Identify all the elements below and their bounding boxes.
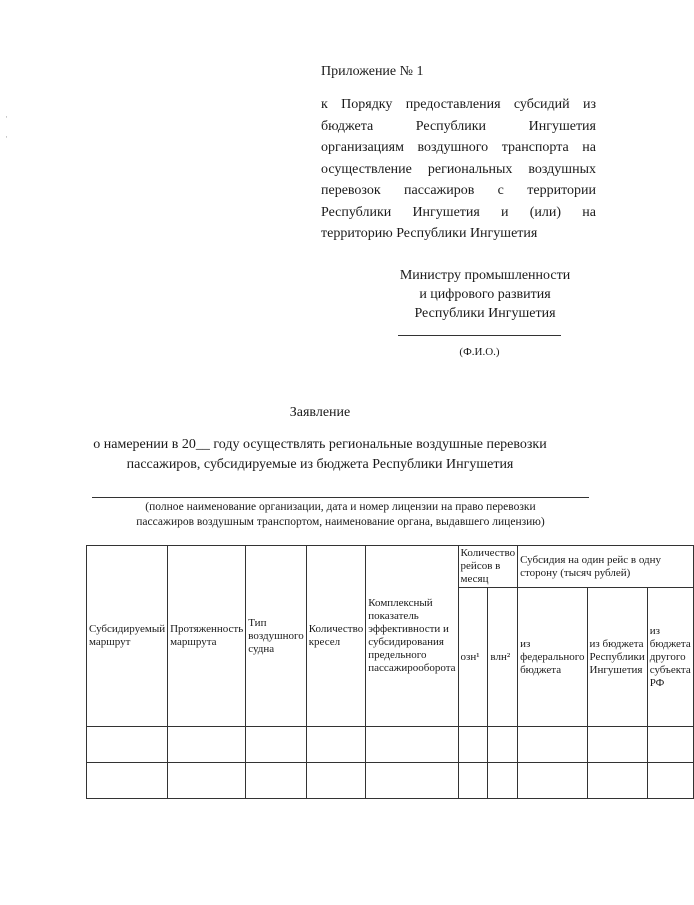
table-cell[interactable] <box>246 763 306 799</box>
appendix-text <box>321 94 596 245</box>
header-route: Субсидируемый маршрут <box>87 546 168 727</box>
table-cell[interactable] <box>306 727 366 763</box>
table-cell[interactable] <box>458 727 488 763</box>
table-header-row <box>87 546 694 588</box>
table-row <box>87 763 694 799</box>
appendix-line: территорию Республики Ингушетия <box>321 226 538 241</box>
table-cell[interactable] <box>488 763 518 799</box>
header-subsidy-republic: из бюджета Республики Ингушетия <box>587 588 647 727</box>
header-index: Комплексный показатель эффективности и субсидирования предельного пассажирооборота <box>366 546 458 727</box>
table-cell[interactable] <box>306 763 366 799</box>
table-cell[interactable] <box>647 727 693 763</box>
addressee-block <box>380 266 590 323</box>
addressee-line: Министру промышленности <box>399 268 571 283</box>
table-cell[interactable] <box>518 727 587 763</box>
appendix-title: Приложение № 1 <box>321 64 424 79</box>
appendix-line: перевозок пассажиров с территории <box>321 183 596 198</box>
table-cell[interactable] <box>458 763 488 799</box>
appendix-line: к Порядку предоставления субсидий из <box>321 97 596 112</box>
subtitle-line: о намерении в 20__ году осуществлять региональные воздушные перевозки <box>93 437 547 452</box>
caption-line: пассажиров воздушным транспортом, наименование органа, выдавшего лицензию) <box>136 516 545 528</box>
table-row <box>87 727 694 763</box>
margin-mark: · · <box>5 112 8 142</box>
header-flights-vln: влн² <box>488 588 518 727</box>
header-subsidy: Субсидия на один рейс в одну сторону (тысяч рублей) <box>518 546 694 588</box>
appendix-line: организациям воздушного транспорта на <box>321 140 596 155</box>
table-cell[interactable] <box>87 763 168 799</box>
table-cell[interactable] <box>168 727 246 763</box>
table-cell[interactable] <box>488 727 518 763</box>
organization-fill-line <box>92 497 589 498</box>
appendix-line: осуществление региональных воздушных <box>321 161 596 177</box>
header-flights: Количество рейсов в месяц <box>458 546 518 588</box>
table-cell[interactable] <box>647 763 693 799</box>
table-cell[interactable] <box>587 727 647 763</box>
table-cell[interactable] <box>587 763 647 799</box>
subsidy-table <box>86 545 694 799</box>
header-aircraft: Тип воздушного судна <box>246 546 306 727</box>
header-seats: Количество кресел <box>306 546 366 727</box>
table-cell[interactable] <box>246 727 306 763</box>
header-length: Протяженность маршрута <box>168 546 246 727</box>
organization-caption <box>92 500 589 530</box>
table-cell[interactable] <box>366 727 458 763</box>
appendix-line: бюджета Республики Ингушетия <box>321 118 596 134</box>
addressee-line: Республики Ингушетия <box>414 306 556 321</box>
header-flights-ozn: озн¹ <box>458 588 488 727</box>
subtitle-line: пассажиров, субсидируемые из бюджета Республики Ингушетия <box>126 457 514 472</box>
caption-line: (полное наименование организации, дата и номер лицензии на право перевозки <box>145 501 536 513</box>
table-cell[interactable] <box>87 727 168 763</box>
addressee-line: и цифрового развития <box>419 287 551 302</box>
document-subtitle <box>60 435 580 475</box>
appendix-line: Республики Ингушетия и (или) на <box>321 204 596 220</box>
signature-line <box>398 335 561 336</box>
fio-caption: (Ф.И.О.) <box>459 346 500 358</box>
document-title: Заявление <box>289 405 351 420</box>
table-cell[interactable] <box>518 763 587 799</box>
header-subsidy-federal: из федерального бюджета <box>518 588 587 727</box>
table-cell[interactable] <box>168 763 246 799</box>
table-cell[interactable] <box>366 763 458 799</box>
header-subsidy-other: из бюджета другого субъекта РФ <box>647 588 693 727</box>
